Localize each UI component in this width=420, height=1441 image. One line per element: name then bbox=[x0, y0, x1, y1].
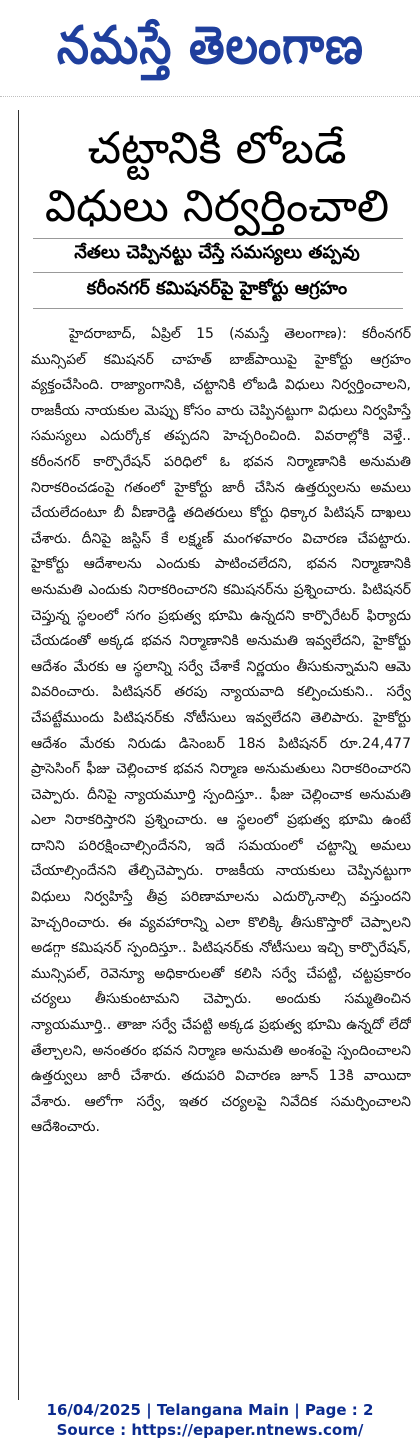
masthead bbox=[0, 0, 420, 92]
page-footer bbox=[0, 1400, 420, 1440]
subheadline-divider bbox=[33, 272, 403, 273]
headline-divider bbox=[33, 238, 403, 239]
article-subheadline-2: కరీంనగర్ కమిషనర్‌పై హైకోర్టు ఆగ్రహం bbox=[86, 278, 348, 299]
footer-edition-info: 16/04/2025 | Telangana Main | Page : 2 bbox=[46, 1401, 374, 1419]
article-headline: చట్టానికి లోబడే విధులు నిర్వర్తించాలి bbox=[44, 123, 390, 232]
article-subheadline-1: నేతలు చెప్పినట్టు చేస్తే సమస్యలు తప్పవు bbox=[74, 242, 360, 263]
news-article bbox=[18, 110, 411, 1400]
footer-source-link[interactable]: Source : https://epaper.ntnews.com/ bbox=[56, 1421, 364, 1439]
newspaper-logo: నమస్తే తెలంగాణ bbox=[56, 16, 364, 76]
body-divider bbox=[33, 308, 403, 309]
masthead-divider bbox=[0, 96, 420, 97]
article-body: హైదరాబాద్, ఏప్రిల్ 15 (నమస్తే తెలంగాణ): కరీంనగర్ మున్సిపల్ కమిషనర్ చాహత్ బాజ్‌పాయిపై హైకోర్టు ఆగ్రహం వ్యక్తంచేసింది. రాజ్యాంగానికి, చట్టానికి లోబడి విధులు నిర్వర్తించాలని, రాజకీయ నాయకుల మెప్పు కోసం వారు చెప్పినట్టుగా విధులు నిర్వహిస్తే సమస్యలు ఎదుర్కోక తప్పదని హెచ్చరించింది. వివరాల్లోకి వెళ్తే.. కరీంనగర్ కార్పొరేషన్ పరిధిలో ఓ భవన నిర్మాణానికి అనుమతి నిరాకరించడంపై గతంలో హైకోర్టు జారీ చేసిన ఉత్తర్వులను అమలు చేయలేదంటూ బీ వీణారెడ్డి తదితరులు కోర్టు ధిక్కార పిటిషన్ దాఖలు చేశారు. దీనిపై జస్టిస్ కే లక్ష్మణ్ మంగళవారం విచారణ చేపట్టారు. హైకోర్టు ఆదేశాలను ఎందుకు పాటించలేదని, భవన నిర్మాణానికి అనుమతి ఎందుకు నిరాకరించారని కమిషనర్‌ను ప్రశ్నించారు. పిటిషనర్ చెప్తున్న స్థలంలో సగం ప్రభుత్వ భూమి ఉన్నదని కార్పొరేటర్ ఫిర్యాదు చేయడంతో అక్కడ భవన నిర్మాణానికి అనుమతి ఇవ్వలేదని, హైకోర్టు ఆదేశం మేరకు ఆ స్థలాన్ని సర్వే చేశాకే నిర్ణయం తీసుకున్నామని ఆమె వివరించారు. పిటిషనర్ తరపు న్యాయవాది కల్పించుకుని.. సర్వే చేపట్టేముందు పిటిషనర్‌కు నోటీసులు ఇవ్వలేదని తెలిపారు. హైకోర్టు ఆదేశం మేరకు నిరుడు డిసెంబర్ 18న పిటిషనర్ రూ.24,477 ప్రాసెసింగ్ ఫీజు చెల్లించాక భవన నిర్మాణ అనుమతులు నిరాకరించారని చెప్పారు. దీనిపై న్యాయమూర్తి స్పందిస్తూ.. ఫీజు చెల్లించాక అనుమతి ఎలా నిరాకరిస్తారని ప్రశ్నించారు. ఆ స్థలంలో ప్రభుత్వ భూమి ఉంటే దానిని పరిరక్షించాల్సిందేనని, ఇదే సమయంలో చట్టాన్ని అమలు చేయాల్సిందేనని తేల్చిచెప్పారు. రాజకీయ నాయకులు చెప్పినట్టుగా విధులు నిర్వహిస్తే తీవ్ర పరిణామాలను ఎదుర్కొనాల్సి వస్తుందని హెచ్చరించారు. ఈ వ్యవహారాన్ని ఎలా కొలిక్కి తీసుకొస్తారో చెప్పాలని అడగ్గా కమిషనర్ స్పందిస్తూ.. పిటిషనర్‌కు నోటీసులు ఇచ్చి కార్పొరేషన్, మున్సిపల్, రెవెన్యూ అధికారులతో కలిసి సర్వే చేపట్టి, చట్టప్రకారం చర్యలు తీసుకుంటామని చెప్పారు. అందుకు సమ్మతించిన న్యాయమూర్తి.. తాజా సర్వే చేపట్టి అక్కడ ప్రభుత్వ భూమి ఉన్నదో లేదో తేల్చాలని, అనంతరం భవన నిర్మాణ అనుమతి అంశంపై స్పందించాలని ఉత్తర్వులు జారీ చేశారు. తదుపరి విచారణ జూన్ 13కి వాయిదా వేశారు. ఆలోగా సర్వే, ఇతర చర్యలపై నివేదిక సమర్పించాలని ఆదేశించారు. bbox=[31, 326, 411, 1136]
